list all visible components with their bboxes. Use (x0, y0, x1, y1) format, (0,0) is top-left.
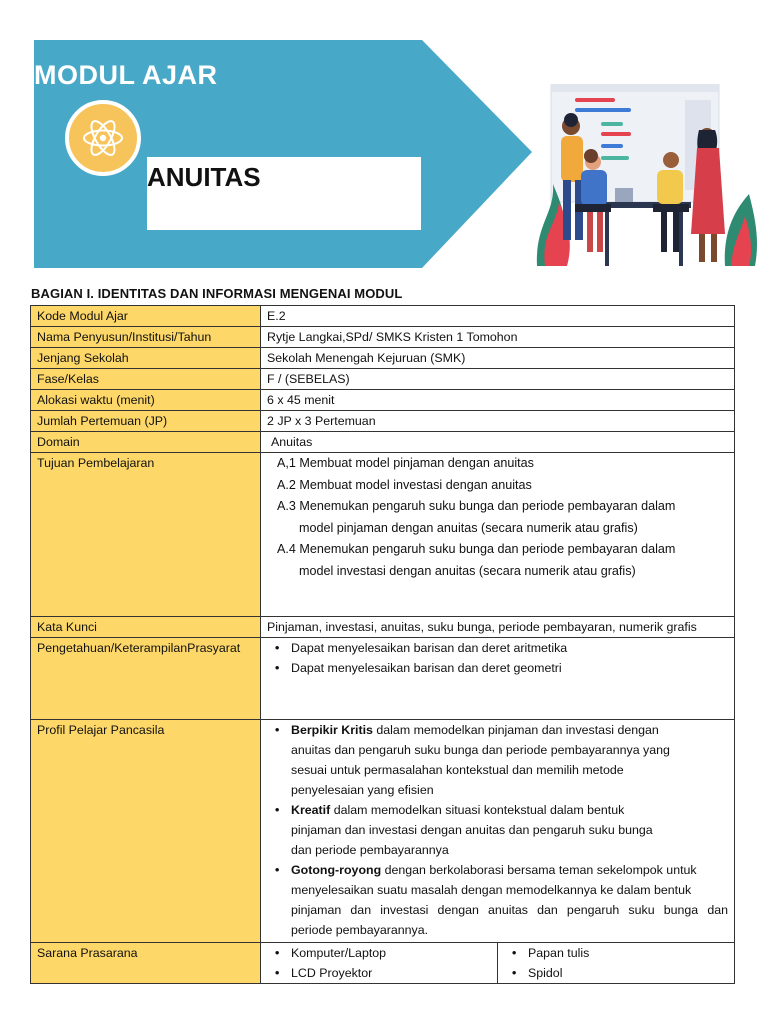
row-label: Fase/Kelas (31, 369, 261, 390)
table-row (31, 453, 735, 617)
table-row (31, 638, 735, 720)
row-label: Jenjang Sekolah (31, 348, 261, 369)
row-value (261, 943, 735, 984)
profile-bold: Kreatif (291, 803, 331, 817)
table-row (31, 432, 735, 453)
row-label: Profil Pelajar Pancasila (31, 720, 261, 943)
row-value (261, 453, 735, 617)
list-item: • Dapat menyelesaikan barisan dan deret aritmetika (267, 638, 728, 658)
table-row (31, 720, 735, 943)
profile-text: sesuai untuk permasalahan kontekstual dan memilih metode (291, 763, 624, 777)
atom-badge (65, 100, 141, 176)
profile-text: pinjaman dan investasi dengan anuitas dan pengaruh suku bunga dan (291, 903, 728, 917)
profile-text: dan periode pembayarannya (291, 843, 449, 857)
profile-text: menyelesaikan suatu masalah dengan memodelkannya ke dalam bentuk (291, 883, 692, 897)
row-value: 2 JP x 3 Pertemuan (261, 411, 735, 432)
module-info-table (30, 305, 735, 984)
table-row (31, 390, 735, 411)
table-row (31, 306, 735, 327)
objective-a3: A.3 Menemukan pengaruh suku bunga dan periode pembayaran dalam (277, 499, 676, 513)
profile-text: penyelesaian yang efisien (291, 783, 434, 797)
table-row (31, 411, 735, 432)
objective-a2: A.2 Membuat model investasi dengan anuitas (277, 477, 532, 492)
row-label: Alokasi waktu (menit) (31, 390, 261, 411)
row-value: Sekolah Menengah Kejuruan (SMK) (261, 348, 735, 369)
table-row (31, 369, 735, 390)
row-value (261, 432, 735, 453)
list-item: • Dapat menyelesaikan barisan dan deret geometri (267, 658, 728, 678)
subject-title: ANUITAS (147, 162, 261, 192)
row-label: Kata Kunci (31, 617, 261, 638)
profile-bold: Berpikir Kritis (291, 723, 373, 737)
objective-a3-cont: model pinjaman dengan anuitas (secara numerik atau grafis) (299, 520, 638, 535)
row-value: Pinjaman, investasi, anuitas, suku bunga, periode pembayaran, numerik grafis (261, 617, 735, 638)
list-item: • Papan tulis (504, 943, 728, 963)
row-value: F / (SEBELAS) (261, 369, 735, 390)
domain-value: Anuitas (271, 435, 313, 449)
row-label: Jumlah Pertemuan (JP) (31, 411, 261, 432)
row-value (261, 720, 735, 943)
atom-icon (81, 116, 125, 160)
list-item: • Komputer/Laptop (267, 943, 491, 963)
row-label: Domain (31, 432, 261, 453)
row-value: E.2 (261, 306, 735, 327)
profile-text: dalam memodelkan situasi kontekstual dalam bentuk (330, 803, 625, 817)
row-label: Tujuan Pembelajaran (31, 453, 261, 617)
profile-text: pinjaman dan investasi dengan anuitas dan pengaruh suku bunga (291, 823, 653, 837)
profile-bold: Gotong-royong (291, 863, 382, 877)
subject-box (147, 157, 421, 230)
profile-text: dalam memodelkan pinjaman dan investasi dengan (372, 723, 659, 737)
module-title: MODUL AJAR (34, 60, 218, 90)
row-label: Nama Penyusun/Institusi/Tahun (31, 327, 261, 348)
profile-text: anuitas dan pengaruh suku bunga dan periode pembayarannya yang (291, 743, 670, 757)
profile-text: dengan berkolaborasi bersama teman sekelompok untuk (381, 863, 697, 877)
objective-a4-cont: model investasi dengan anuitas (secara numerik atau grafis) (299, 563, 636, 578)
list-item (267, 860, 728, 940)
table-row (31, 943, 735, 984)
team-illustration (535, 84, 760, 266)
row-label: Kode Modul Ajar (31, 306, 261, 327)
objective-a4: A.4 Menemukan pengaruh suku bunga dan periode pembayaran dalam (277, 542, 676, 556)
row-value: Rytje Langkai,SPd/ SMKS Kristen 1 Tomohon (261, 327, 735, 348)
profile-text: periode pembayarannya. (291, 923, 429, 937)
section-title: BAGIAN I. IDENTITAS DAN INFORMASI MENGENAI MODUL (31, 286, 403, 301)
objective-a1: A,1 Membuat model pinjaman dengan anuitas (277, 456, 534, 470)
facilities-right (497, 943, 734, 983)
facilities-left (261, 943, 497, 983)
list-item: • LCD Proyektor (267, 963, 491, 983)
list-item: • Spidol (504, 963, 728, 983)
table-row (31, 348, 735, 369)
table-row (31, 327, 735, 348)
list-item (267, 720, 728, 800)
row-label: Sarana Prasarana (31, 943, 261, 984)
row-label: Pengetahuan/KeterampilanPrasyarat (31, 638, 261, 720)
list-item (267, 800, 728, 860)
row-value: 6 x 45 menit (261, 390, 735, 411)
table-row (31, 617, 735, 638)
row-value (261, 638, 735, 720)
